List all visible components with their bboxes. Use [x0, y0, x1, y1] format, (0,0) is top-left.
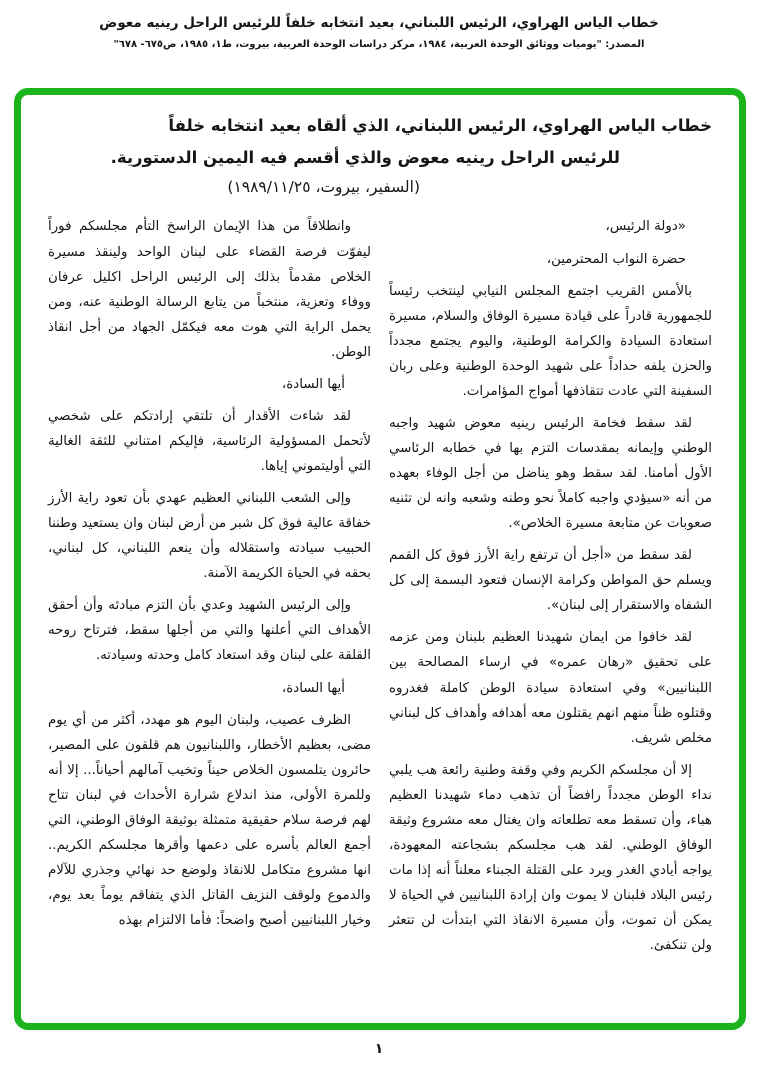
speech-paragraph: حضرة النواب المحترمين،	[546, 251, 686, 267]
speech-paragraph: وانطلاقاً من هذا الإيمان الراسخ التأم مجلسكم فوراً ليفوّت فرصة القضاء على لبنان الواحد ولينقذ مسيرة الخلاص مقدماً بذلك إلى الرئيس الراحل اكليل عرفان ووفاء وتعزية، منتخباً من يتابع الرسالة الوطنية عنه، ومن يحمل الراية التي هوت معه فيكمّل الجهاد من أجل انقاذ الوطن.	[48, 219, 371, 360]
speech-paragraph: وإلى الشعب اللبناني العظيم عهدي بأن تعود راية الأرز خفاقة عالية فوق كل شبر من أرض لبنان وان يستعيد وطننا الحبيب سيادته واستقلاله وأن ينعم اللبناني، كل لبناني، بحقه في الحياة الكريمة الآمنة.	[48, 491, 371, 582]
speech-frame	[14, 88, 746, 1030]
header-title: خطاب الياس الهراوي، الرئيس اللبناني، بعيد انتخابه خلفاً للرئيس الراحل رينيه معوض	[99, 15, 659, 31]
speech-paragraph: أيها السادة،	[281, 376, 345, 392]
speech-paragraph: وإلى الرئيس الشهيد وعدي بأن التزم مبادئه وأن أحقق الأهداف التي أعلنها والتي من أجلها سقط، فترتاح روحه القلقة على لبنان وقد استعاد كامل وحدته وسيادته.	[48, 598, 371, 664]
page-number: ١	[374, 1041, 384, 1057]
two-column-body	[48, 214, 712, 965]
speech-paragraph: الظرف عصيب، ولبنان اليوم هو مهدد، أكثر من أي يوم مضى، بعظيم الأخطار، واللبنانيون هم قلقون على المصير، حائرون يتلمسون الخلاص حيناً وتخيب آمالهم أحياناً... إلا أنه وللمرة الأولى، منذ اندلاع شرارة الأحداث في لبنان تتاح لهم فرصة سلام حقيقية متمثلة بوثيقة الوفاق الوطني، التي أجمع العالم بأسره على دعمها وأقرها مجلسكم الكريم.. انها مشروع متكامل للانقاذ ولوضع حد نهائي وجذري للآلام والدموع ولوقف النزيف القاتل الذي يتفاقم يوماً بعد يوم، وخيار اللبنانيين أصبح واضحاً: فأما الالتزام بهذه	[48, 712, 371, 929]
header-source: المصدر: "يوميات ووثائق الوحدة العربية، ١٩٨٤، مركز دراسات الوحدة العربية، بيروت، ط١، ١٩٨٥، ص٦٧٥- ٦٧٨"	[113, 39, 645, 50]
speech-paragraph: إلا أن مجلسكم الكريم وفي وقفة وطنية رائعة هب يلبي نداء الوطن مجدداً رافضاً أن تذهب دماء شهيدنا العظيم هباء، وأن تسقط معه تطلعاته وان يغتال معه مشروع وثيقة الوفاق الوطني. لقد هب مجلسكم بشجاعته المعهودة، يواجه أيادي الغدر ويرد على القتلة الجبناء معلناً أنه إذا مات رئيس البلاد فلبنان لا يموت وان إرادة اللبنانيين في الحياة لا يمكن أن تموت، وأن مسيرة الانقاذ التي ابتدأت لن تتعثر ولن تنكفئ.	[389, 762, 712, 954]
speech-paragraph: بالأمس القريب اجتمع المجلس النيابي لينتخب رئيساً للجمهورية قادراً على قيادة مسيرة الوفاق والسلام، مسيرة استعادة السيادة والكرامة الوطنية، واليوم يجتمع مجدداً والحزن يلفه حداداً على شهيد الوحدة الوطنية وعلى ربان السفينة التي عادت تتقاذفها أمواج المؤامرات.	[389, 283, 712, 399]
column-right	[389, 214, 712, 965]
speech-paragraph: لقد سقط من «أجل أن ترتفع راية الأرز فوق كل القمم ويسلم حق المواطن وكرامة الإنسان فتعود البسمة إلى كل الشفاه والاستقرار إلى لبنان».	[389, 548, 712, 614]
speech-citation: (السفير، بيروت، ٢٥‏/‏١١‏/‏١٩٨٩)	[227, 178, 420, 197]
speech-paragraph: «دولة الرئيس،	[605, 219, 686, 235]
speech-title	[48, 110, 712, 201]
speech-title-line2: للرئيس الراحل رينيه معوض والذي أقسم فيه اليمين الدستورية.	[110, 148, 620, 168]
document-header	[0, 0, 758, 50]
speech-paragraph: لقد شاءت الأقدار أن تلتقي إرادتكم على شخصي لأتحمل المسؤولية الرئاسية، فإليكم امتناني للثقة الغالية التي أوليتموني إياها.	[48, 408, 371, 475]
speech-paragraph: لقد سقط فخامة الرئيس رينيه معوض شهيد واجبه الوطني وإيمانه بمقدسات التزم بها في خطابه الرئاسي الأول أمامنا. لقد سقط وهو يناضل من أجل الوفاء بعهده من أنه «سيؤدي واجبه كاملاً نحو وطنه وشعبه وانه لن تثنيه صعوبات عن متابعة مسيرة الخلاص».	[389, 415, 712, 532]
column-left	[48, 214, 371, 965]
speech-paragraph: لقد خافوا من ايمان شهيدنا العظيم بلبنان ومن عزمه على تحقيق «رهان عمره» في ارساء المصالحة بين اللبنانيين» وفي استعادة سيادة الوطن كاملة فغدروه وقتلوه ظناً منهم انهم يقتلون معه أهدافه وأهداف كل لبناني مخلص شريف.	[389, 630, 712, 746]
speech-paragraph: أيها السادة،	[281, 680, 345, 696]
speech-title-line1: خطاب الياس الهراوي، الرئيس اللبناني، الذي ألقاه بعيد انتخابه خلفاً	[168, 116, 712, 135]
